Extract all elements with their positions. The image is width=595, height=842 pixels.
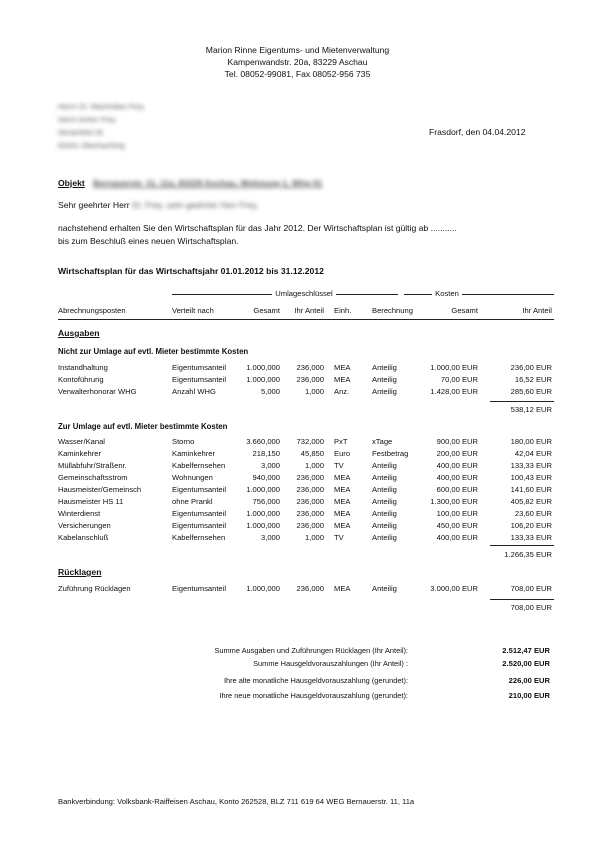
key-total: 5,000 bbox=[260, 387, 280, 396]
key-share: 45,850 bbox=[300, 449, 324, 458]
key-share: 236,000 bbox=[296, 363, 324, 372]
salutation-text: Sehr geehrter Herr bbox=[58, 200, 130, 210]
distribution-key: Eigentumsanteil bbox=[172, 485, 227, 494]
key-total: 3.660,000 bbox=[246, 437, 280, 446]
calculation: Anteilig bbox=[372, 521, 397, 530]
col-header: Gesamt bbox=[451, 306, 478, 315]
cost-total: 900,00 EUR bbox=[436, 437, 478, 446]
key-share: 236,000 bbox=[296, 584, 324, 593]
calculation: Anteilig bbox=[372, 509, 397, 518]
unit: TV bbox=[334, 461, 344, 470]
group1-total-rule bbox=[490, 401, 554, 402]
calculation: Anteilig bbox=[372, 485, 397, 494]
calculation: Anteilig bbox=[372, 375, 397, 384]
col-header: Gesamt bbox=[253, 306, 280, 315]
key-share: 236,000 bbox=[296, 509, 324, 518]
cost-total: 450,00 EUR bbox=[436, 521, 478, 530]
recipient-line: Herrn Dr. Maximilian Frey bbox=[58, 102, 145, 111]
key-total: 756,000 bbox=[252, 497, 280, 506]
cost-total: 400,00 EUR bbox=[436, 533, 478, 542]
cost-share: 180,00 EUR bbox=[510, 437, 552, 446]
letter-date: Frasdorf, den 04.04.2012 bbox=[429, 127, 526, 137]
key-share: 1,000 bbox=[304, 533, 324, 542]
col-header: Ihr Anteil bbox=[294, 306, 324, 315]
unit: Euro bbox=[334, 449, 351, 458]
cost-total: 100,00 EUR bbox=[436, 509, 478, 518]
group2-total-rule bbox=[490, 545, 554, 546]
unit: Anz. bbox=[334, 387, 350, 396]
body-line: bis zum Beschluß eines neuen Wirtschaftsplan. bbox=[58, 236, 239, 246]
key-share: 1,000 bbox=[304, 461, 324, 470]
sender-phone: Tel. 08052-99081, Fax 08052-956 735 bbox=[224, 69, 371, 79]
calculation: Festbetrag bbox=[372, 449, 409, 458]
calculation: Anteilig bbox=[372, 387, 397, 396]
cost-total: 1.300,00 EUR bbox=[430, 497, 478, 506]
unit: MEA bbox=[334, 375, 351, 384]
cost-share: 236,00 EUR bbox=[510, 363, 552, 372]
distribution-key: Eigentumsanteil bbox=[172, 521, 227, 530]
col-header: Berechnung bbox=[372, 306, 413, 315]
cost-share: 405,82 EUR bbox=[510, 497, 552, 506]
section-ruecklagen: Rücklagen bbox=[58, 567, 102, 577]
cost-share: 133,33 EUR bbox=[510, 533, 552, 542]
cost-share: 285,60 EUR bbox=[510, 387, 552, 396]
distribution-key: Anzahl WHG bbox=[172, 387, 216, 396]
distribution-key: Storno bbox=[172, 437, 195, 446]
item-name: Kabelanschluß bbox=[58, 533, 109, 542]
body-line: nachstehend erhalten Sie den Wirtschaftsplan für das Jahr 2012. Der Wirtschaftsplan ist gültig ab ........... bbox=[58, 223, 457, 233]
sender-address: Kampenwandstr. 20a, 83229 Aschau bbox=[227, 57, 368, 67]
cost-share: 100,43 EUR bbox=[510, 473, 552, 482]
col-header: Ihr Anteil bbox=[522, 306, 552, 315]
object-line bbox=[58, 178, 322, 188]
bank-details-footer: Bankverbindung: Volksbank-Raiffeisen Aschau, Konto 262528, BLZ 711 619 64 WEG Bernauerstr. 11, 11a bbox=[58, 797, 415, 806]
cost-total: 3.000,00 EUR bbox=[430, 584, 478, 593]
calculation: Anteilig bbox=[372, 584, 397, 593]
cost-share: 708,00 EUR bbox=[510, 584, 552, 593]
key-share: 236,000 bbox=[296, 521, 324, 530]
distribution-key: Eigentumsanteil bbox=[172, 375, 227, 384]
recipient-address bbox=[58, 100, 144, 152]
unit: MEA bbox=[334, 521, 351, 530]
kosten-rule-left bbox=[404, 294, 432, 295]
cost-total: 400,00 EUR bbox=[436, 461, 478, 470]
key-total: 3,000 bbox=[260, 461, 280, 470]
group2-total: 1.266,35 EUR bbox=[504, 550, 552, 559]
key-share: 732,000 bbox=[296, 437, 324, 446]
unit: MEA bbox=[334, 584, 351, 593]
item-name: Versicherungen bbox=[58, 521, 111, 530]
unit: MEA bbox=[334, 473, 351, 482]
calculation: Anteilig bbox=[372, 473, 397, 482]
cost-total: 1.000,00 EUR bbox=[430, 363, 478, 372]
summary-label: Summe Hausgeldvorauszahlungen (Ihr Anteil) : bbox=[253, 659, 408, 668]
salutation bbox=[58, 200, 258, 210]
cost-total: 400,00 EUR bbox=[436, 473, 478, 482]
distribution-key: ohne Prankl bbox=[172, 497, 213, 506]
distribution-key: Eigentumsanteil bbox=[172, 363, 227, 372]
unit: MEA bbox=[334, 485, 351, 494]
group1-total: 538,12 EUR bbox=[510, 405, 552, 414]
item-name: Kaminkehrer bbox=[58, 449, 102, 458]
item-name: Hausmeister/Gemeinsch bbox=[58, 485, 142, 494]
unit: PxT bbox=[334, 437, 348, 446]
group-header-umlage: Umlageschlüssel bbox=[275, 289, 333, 298]
group2-title: Zur Umlage auf evtl. Mieter bestimmte Kosten bbox=[58, 422, 228, 431]
recipient-line: 82041 Oberhaching bbox=[58, 141, 125, 150]
summary-value: 2.512,47 EUR bbox=[502, 646, 550, 655]
cost-total: 1.428,00 EUR bbox=[430, 387, 478, 396]
distribution-key: Kaminkehrer bbox=[172, 449, 216, 458]
distribution-key: Kabelfernsehen bbox=[172, 533, 226, 542]
key-share: 236,000 bbox=[296, 497, 324, 506]
umlage-rule-right bbox=[336, 294, 398, 295]
section-ausgaben: Ausgaben bbox=[58, 328, 100, 338]
cost-share: 42,04 EUR bbox=[514, 449, 552, 458]
distribution-key: Eigentumsanteil bbox=[172, 584, 227, 593]
cost-share: 23,60 EUR bbox=[514, 509, 552, 518]
sender-name: Marion Rinne Eigentums- und Mietenverwaltung bbox=[205, 45, 390, 55]
object-label: Objekt bbox=[58, 178, 85, 188]
sender-block bbox=[0, 44, 595, 80]
calculation: Anteilig bbox=[372, 363, 397, 372]
kosten-rule-right bbox=[462, 294, 554, 295]
col-header: Verteilt nach bbox=[172, 306, 214, 315]
summary-label: Ihre neue monatliche Hausgeldvorauszahlung (gerundet): bbox=[219, 691, 408, 700]
recipient-line: Herrn Anton Frey bbox=[58, 115, 116, 124]
col-header: Einh. bbox=[334, 306, 352, 315]
distribution-key: Wohnungen bbox=[172, 473, 213, 482]
item-name: Gemeinschaftsstrom bbox=[58, 473, 128, 482]
item-name: Kontoführung bbox=[58, 375, 104, 384]
key-total: 3,000 bbox=[260, 533, 280, 542]
cost-share: 141,60 EUR bbox=[510, 485, 552, 494]
key-total: 1.000,000 bbox=[246, 375, 280, 384]
unit: MEA bbox=[334, 509, 351, 518]
calculation: Anteilig bbox=[372, 497, 397, 506]
summary-value: 226,00 EUR bbox=[508, 676, 550, 685]
item-name: Instandhaltung bbox=[58, 363, 108, 372]
item-name: Zuführung Rücklagen bbox=[58, 584, 131, 593]
item-name: Winterdienst bbox=[58, 509, 101, 518]
key-total: 218,150 bbox=[252, 449, 280, 458]
key-total: 1.000,000 bbox=[246, 363, 280, 372]
header-rule bbox=[58, 319, 554, 320]
umlage-rule-left bbox=[172, 294, 272, 295]
distribution-key: Kabelfernsehen bbox=[172, 461, 226, 470]
object-value: Bernauerstr. 11, 11a, 83229 Aschau, Wohnung 1, Whg 01 bbox=[93, 178, 323, 188]
item-name: Verwalterhonorar WHG bbox=[58, 387, 137, 396]
key-share: 236,000 bbox=[296, 375, 324, 384]
salutation-name: Dr. Frey, sehr geehrter Herr Frey, bbox=[132, 200, 259, 210]
letter-body bbox=[58, 222, 457, 248]
key-total: 1.000,000 bbox=[246, 485, 280, 494]
cost-share: 133,33 EUR bbox=[510, 461, 552, 470]
recipient-line: Winterfeld 28 bbox=[58, 128, 103, 137]
key-total: 1.000,000 bbox=[246, 509, 280, 518]
item-name: Wasser/Kanal bbox=[58, 437, 105, 446]
cost-share: 16,52 EUR bbox=[514, 375, 552, 384]
cost-share: 106,20 EUR bbox=[510, 521, 552, 530]
cost-total: 600,00 EUR bbox=[436, 485, 478, 494]
distribution-key: Eigentumsanteil bbox=[172, 509, 227, 518]
summary-value: 210,00 EUR bbox=[508, 691, 550, 700]
key-total: 940,000 bbox=[252, 473, 280, 482]
group-header-kosten: Kosten bbox=[435, 289, 459, 298]
group3-total-rule bbox=[490, 599, 554, 600]
unit: MEA bbox=[334, 363, 351, 372]
item-name: Hausmeister HS 11 bbox=[58, 497, 124, 506]
key-share: 236,000 bbox=[296, 473, 324, 482]
summary-value: 2.520,00 EUR bbox=[502, 659, 550, 668]
group1-title: Nicht zur Umlage auf evtl. Mieter bestimmte Kosten bbox=[58, 347, 249, 356]
item-name: Müllabfuhr/Straßenr. bbox=[58, 461, 127, 470]
key-total: 1.000,000 bbox=[246, 584, 280, 593]
unit: TV bbox=[334, 533, 344, 542]
calculation: Anteilig bbox=[372, 533, 397, 542]
key-share: 1,000 bbox=[304, 387, 324, 396]
calculation: xTage bbox=[372, 437, 393, 446]
cost-total: 70,00 EUR bbox=[440, 375, 478, 384]
summary-label: Ihre alte monatliche Hausgeldvorauszahlung (gerundet): bbox=[223, 676, 408, 685]
cost-total: 200,00 EUR bbox=[436, 449, 478, 458]
summary-label: Summe Ausgaben und Zuführungen Rücklagen (Ihr Anteil): bbox=[214, 646, 408, 655]
plan-title: Wirtschaftsplan für das Wirtschaftsjahr 01.01.2012 bis 31.12.2012 bbox=[58, 266, 324, 276]
col-header: Abrechnungsposten bbox=[58, 306, 126, 315]
key-share: 236,000 bbox=[296, 485, 324, 494]
unit: MEA bbox=[334, 497, 351, 506]
key-total: 1.000,000 bbox=[246, 521, 280, 530]
group3-total: 708,00 EUR bbox=[510, 603, 552, 612]
calculation: Anteilig bbox=[372, 461, 397, 470]
